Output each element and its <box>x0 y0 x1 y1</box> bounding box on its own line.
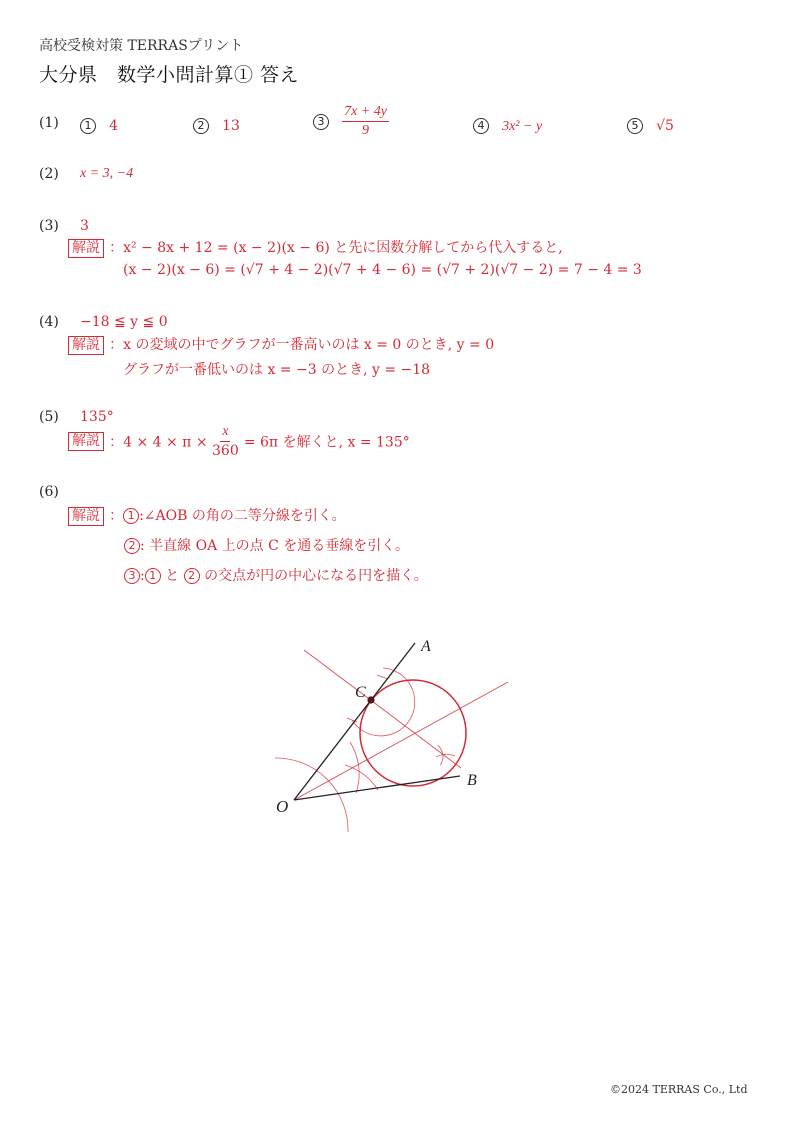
page-title: 大分県 数学小問計算① 答え <box>39 64 300 86</box>
ray-ob <box>294 776 460 800</box>
circled-number-1: 1 <box>123 508 139 524</box>
q5-answer: 135° <box>80 409 114 425</box>
colon: ： <box>109 508 124 524</box>
question-number-1: (1) <box>39 115 59 131</box>
label-o: O <box>276 797 289 816</box>
q6-step-3-and: と <box>160 568 184 584</box>
circled-number-1: 1 <box>80 118 96 134</box>
question-number-6: (6) <box>39 484 59 500</box>
circled-number-1-ref: 1 <box>145 568 161 584</box>
circled-number-2: 2 <box>193 118 209 134</box>
q5-explanation-prefix: ：4 × 4 × π × <box>109 434 213 451</box>
kaisetsu-badge: 解説 <box>68 507 104 526</box>
q3-explanation-line-1: ：x² − 8x + 12 = (x − 2)(x − 6) と先に因数分解してから代入すると, <box>109 240 563 256</box>
circled-number-5: 5 <box>627 118 643 134</box>
q1-answer-4: 3x² − y <box>502 119 543 134</box>
question-number-2: (2) <box>39 166 59 182</box>
q1-answer-5: √5 <box>656 118 674 134</box>
question-number-3: (3) <box>39 218 59 234</box>
q5-explanation-suffix: = 6π を解くと, x = 135° <box>243 434 410 451</box>
kaisetsu-badge: 解説 <box>68 336 104 355</box>
arc-tick-2 <box>377 675 388 679</box>
q6-step-2-text: : 半直線 OA 上の点 C を通る垂線を引く。 <box>140 538 409 554</box>
kaisetsu-badge: 解説 <box>68 432 104 451</box>
kaisetsu-badge: 解説 <box>68 239 104 258</box>
q3-answer: 3 <box>80 218 89 234</box>
fraction-numerator: x <box>220 424 230 442</box>
q1-answer-1: 4 <box>109 118 119 134</box>
q4-answer: −18 ≦ y ≦ 0 <box>80 314 168 330</box>
circled-number-2: 2 <box>124 538 140 554</box>
label-a: A <box>421 638 431 655</box>
fraction-denominator: 360 <box>212 443 239 459</box>
ray-oa <box>294 643 415 800</box>
q6-step-3-text: の交点が円の中心になる円を描く。 <box>199 568 428 584</box>
question-number-4: (4) <box>39 314 59 330</box>
copyright: ©2024 TERRAS Co., Ltd <box>610 1083 748 1096</box>
compass-arc-o <box>275 758 348 832</box>
label-b: B <box>467 772 477 789</box>
label-c: C <box>355 684 366 701</box>
q6-step-3-colon: : <box>140 568 145 584</box>
fraction-denominator: 9 <box>362 123 370 138</box>
q1-answer-2: 13 <box>222 118 240 134</box>
inscribed-circle <box>360 680 466 786</box>
q4-explanation-line-2: グラフが一番低いのは x = −3 のとき, y = −18 <box>123 362 431 378</box>
perpendicular-line <box>304 650 461 768</box>
question-number-5: (5) <box>39 409 59 425</box>
q6-step-1-text: :∠AOB の角の二等分線を引く。 <box>139 508 346 524</box>
fraction-numerator: 7x + 4y <box>342 104 389 122</box>
circled-number-3: 3 <box>124 568 140 584</box>
circled-number-2-ref: 2 <box>184 568 200 584</box>
header-subtitle: 高校受検対策 TERRASプリント <box>39 38 244 54</box>
circled-number-3: 3 <box>313 114 329 130</box>
q2-answer: x = 3, −4 <box>80 166 134 181</box>
point-c-dot <box>368 697 374 703</box>
circled-number-4: 4 <box>473 118 489 134</box>
q3-explanation-line-2: (x − 2)(x − 6) = (√7 + 4 − 2)(√7 + 4 − 6) = (√7 + 2)(√7 − 2) = 7 − 4 = 3 <box>123 262 642 278</box>
q4-explanation-line-1: ：x の変域の中でグラフが一番高いのは x = 0 のとき, y = 0 <box>109 337 495 353</box>
